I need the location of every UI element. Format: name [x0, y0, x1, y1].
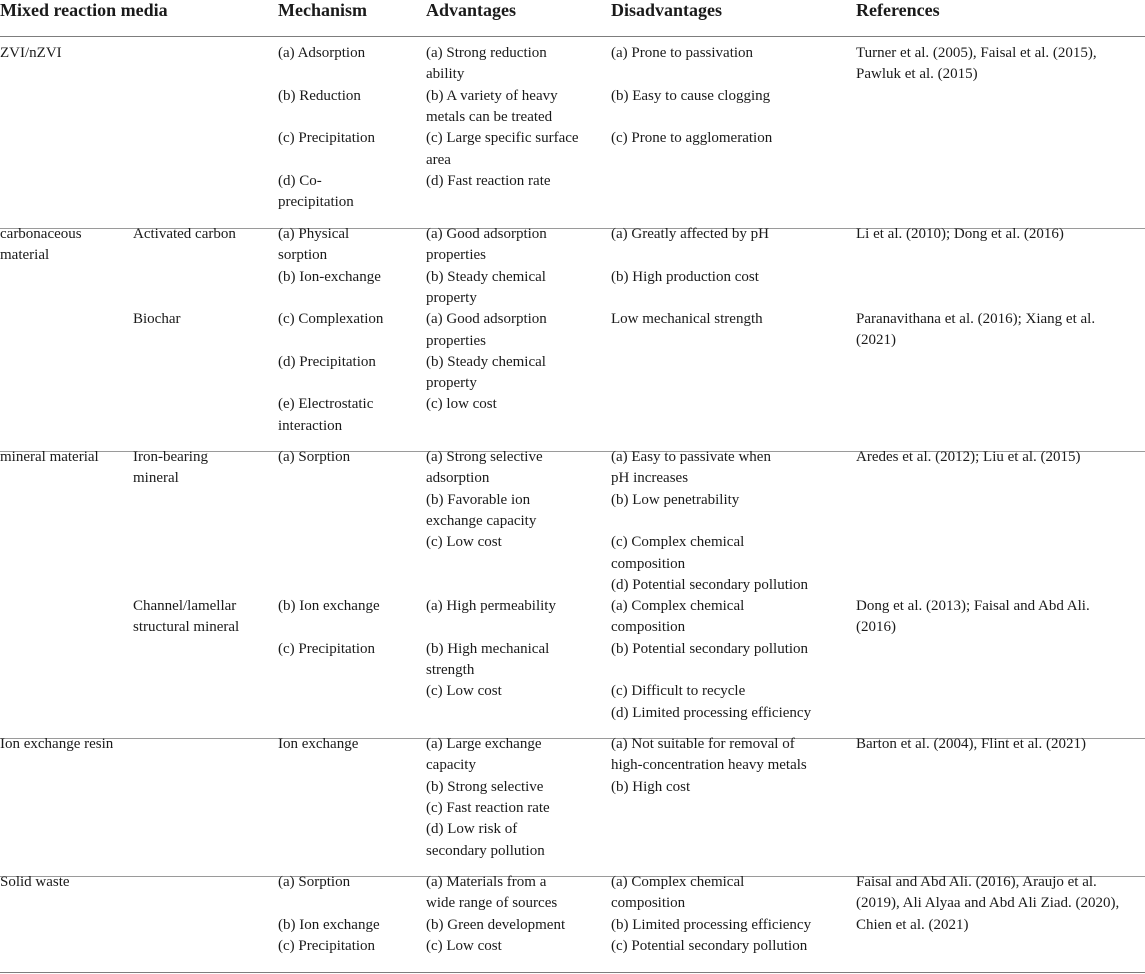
text-line: (c) Fast reaction rate — [426, 799, 550, 816]
text-line: (a) Easy to passivate when — [611, 449, 771, 465]
text-line: (c) Precipitation — [278, 937, 376, 954]
text-line: mineral material — [0, 449, 99, 465]
text-line: (a) Large exchange — [426, 736, 542, 752]
text-line: (b) High production cost — [611, 268, 759, 285]
text-line: pH increases — [611, 470, 689, 487]
text-line: Chien et al. (2021) — [856, 916, 969, 933]
text-line: (b) Favorable ion — [426, 491, 531, 508]
text-line: high-concentration heavy metals — [611, 757, 807, 774]
text-line: (a) High permeability — [426, 598, 556, 614]
text-line: Barton et al. (2004), Flint et al. (2021) — [856, 736, 1086, 752]
text-line: (c) Difficult to recycle — [611, 683, 746, 700]
text-line: property — [426, 289, 477, 306]
text-line: (c) Low cost — [426, 534, 502, 551]
header-references: References — [856, 0, 940, 20]
text-line: carbonaceous — [0, 226, 82, 242]
text-line: (c) Prone to agglomeration — [611, 130, 773, 147]
text-line: Aredes et al. (2012); Liu et al. (2015) — [856, 449, 1081, 465]
text-line: property — [426, 375, 477, 392]
text-line: (b) Strong selective — [426, 778, 544, 795]
text-line: Pawluk et al. (2015) — [856, 66, 978, 83]
text-line: (c) Precipitation — [278, 130, 376, 147]
text-line: (a) Sorption — [278, 874, 351, 890]
text-line: (d) Potential secondary pollution — [611, 576, 809, 593]
text-line: (b) Green development — [426, 916, 566, 933]
text-line: (c) Potential secondary pollution — [611, 937, 808, 954]
text-line: (b) High mechanical — [426, 640, 550, 657]
text-line: (b) High cost — [611, 778, 691, 795]
text-line: (c) Precipitation — [278, 640, 376, 657]
text-line: (a) Sorption — [278, 449, 351, 465]
text-line: properties — [426, 332, 486, 349]
text-line: (2019), Ali Alyaa and Abd Ali Ziad. (2020), — [856, 895, 1120, 912]
text-line: (b) Ion-exchange — [278, 268, 381, 285]
text-line: interaction — [278, 417, 343, 434]
text-line: (a) Strong reduction — [426, 45, 547, 61]
text-line: properties — [426, 247, 486, 264]
text-line: Turner et al. (2005), Faisal et al. (2015), — [856, 45, 1097, 61]
text-line: secondary pollution — [426, 842, 545, 859]
text-line: (b) Limited processing efficiency — [611, 916, 812, 933]
text-line: (c) Low cost — [426, 683, 502, 700]
text-line: (b) Reduction — [278, 87, 361, 104]
header-rule — [0, 36, 1145, 37]
text-line: (d) Co- — [278, 172, 322, 189]
text-line: (c) low cost — [426, 396, 497, 413]
text-line: Paranavithana et al. (2016); Xiang et al. — [856, 311, 1096, 327]
text-line: sorption — [278, 247, 328, 264]
text-line: adsorption — [426, 470, 490, 487]
text-line: wide range of sources — [426, 895, 558, 912]
text-line: (b) Ion exchange — [278, 916, 380, 933]
text-line: (b) Steady chemical — [426, 353, 546, 370]
text-line: (b) Low penetrability — [611, 491, 740, 508]
header-media: Mixed reaction media — [0, 0, 168, 20]
text-line: (b) Steady chemical — [426, 268, 546, 285]
text-line: Iron-bearing — [133, 449, 208, 465]
text-line: (a) Prone to passivation — [611, 45, 754, 61]
text-line: (d) Limited processing efficiency — [611, 704, 812, 721]
text-line: ZVI/nZVI — [0, 45, 62, 61]
header-mechanism: Mechanism — [278, 0, 367, 20]
text-line: (b) Ion exchange — [278, 598, 380, 614]
text-line: (a) Good adsorption — [426, 226, 547, 242]
text-line: (d) Precipitation — [278, 353, 376, 370]
text-line: (c) Large specific surface — [426, 130, 579, 147]
text-line: metals can be treated — [426, 108, 553, 125]
text-line: composition — [611, 895, 686, 912]
text-line: exchange capacity — [426, 512, 537, 529]
text-line: (a) Good adsorption — [426, 311, 547, 328]
text-line: Li et al. (2010); Dong et al. (2016) — [856, 226, 1064, 242]
text-line: material — [0, 247, 50, 264]
text-line: area — [426, 151, 451, 168]
text-line: (d) Low risk of — [426, 821, 518, 838]
text-line: composition — [611, 555, 686, 572]
text-line: strength — [426, 661, 475, 678]
text-line: (c) Low cost — [426, 937, 502, 954]
text-line: Ion exchange resin — [0, 736, 114, 752]
text-line: (a) Physical — [278, 226, 350, 242]
bottom-rule — [0, 972, 1145, 973]
text-line: Ion exchange — [278, 736, 359, 752]
text-line: (a) Complex chemical — [611, 598, 745, 614]
text-line: (b) Easy to cause clogging — [611, 87, 771, 104]
text-line: precipitation — [278, 194, 354, 211]
text-line: (a) Strong selective — [426, 449, 543, 465]
text-line: (a) Not suitable for removal of — [611, 736, 795, 752]
text-line: (2021) — [856, 332, 896, 349]
text-line: Channel/lamellar — [133, 598, 237, 614]
text-line: (a) Adsorption — [278, 45, 366, 61]
text-line: ability — [426, 66, 465, 83]
text-line: Biochar — [133, 311, 181, 327]
text-line: mineral — [133, 470, 179, 487]
text-line: Dong et al. (2013); Faisal and Abd Ali. — [856, 598, 1090, 614]
text-line: (a) Greatly affected by pH — [611, 226, 769, 242]
header-disadvantages: Disadvantages — [611, 0, 723, 20]
text-line: Low mechanical strength — [611, 311, 763, 327]
text-line: Solid waste — [0, 874, 70, 890]
text-line: (a) Complex chemical — [611, 874, 745, 890]
text-line: (c) Complex chemical — [611, 534, 745, 551]
text-line: (b) A variety of heavy — [426, 87, 558, 104]
text-line: capacity — [426, 757, 476, 774]
text-line: (e) Electrostatic — [278, 396, 374, 413]
text-line: (b) Potential secondary pollution — [611, 640, 809, 657]
header-advantages: Advantages — [426, 0, 517, 20]
text-line: structural mineral — [133, 619, 240, 636]
text-line: (a) Materials from a — [426, 874, 547, 890]
text-line: Faisal and Abd Ali. (2016), Araujo et al. — [856, 874, 1097, 890]
text-line: composition — [611, 619, 686, 636]
text-line: (c) Complexation — [278, 311, 384, 328]
text-line: Activated carbon — [133, 226, 236, 242]
text-line: (2016) — [856, 619, 896, 636]
text-line: (d) Fast reaction rate — [426, 172, 551, 189]
